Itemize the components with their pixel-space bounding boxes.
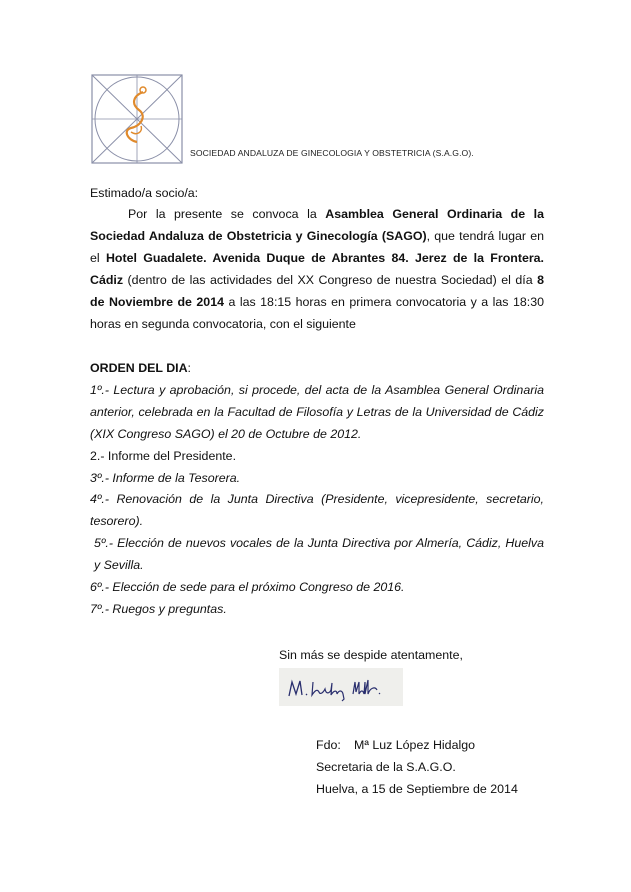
- sago-logo-icon: [91, 74, 183, 164]
- agenda-list: [90, 380, 544, 621]
- greeting: Estimado/a socio/a:: [90, 186, 199, 200]
- organization-name: SOCIEDAD ANDALUZA DE GINECOLOGIA Y OBSTETRICIA (S.A.G.O).: [190, 148, 474, 158]
- agenda: [90, 358, 544, 621]
- closing-line: Sin más se despide atentamente,: [279, 648, 463, 662]
- handwritten-signature: [279, 668, 403, 706]
- agenda-item: 6º.- Elección de sede para el próximo Congreso de 2016.: [90, 580, 405, 595]
- agenda-item: 5º.- Elección de nuevos vocales de la Junta Directiva por Almería, Cádiz, Huelva y Sevilla.: [94, 536, 544, 573]
- agenda-title: ORDEN DEL DIA:: [90, 361, 191, 375]
- place-date: Huelva, a 15 de Septiembre de 2014: [316, 781, 518, 796]
- agenda-item: 3º.- Informe de la Tesorera.: [90, 470, 241, 485]
- signer-role: Secretaria de la S.A.G.O.: [316, 759, 456, 774]
- agenda-item: 2.- Informe del Presidente.: [90, 448, 237, 463]
- agenda-item: 7º.- Ruegos y preguntas.: [90, 601, 227, 616]
- signer-block: [316, 735, 518, 801]
- signer-name-line: Fdo: Mª Luz López Hidalgo: [316, 738, 475, 752]
- intro-paragraph: Por la presente se convoca la Asamblea General Ordinaria de la Sociedad Andaluza de Obstetricia y Ginecología (SAGO), que tendrá lugar en el Hotel Guadalete. Avenida Duque de Abrantes 84. Jerez de la Frontera. Cádiz (dentro de las actividades del XX Congreso de nuestra Sociedad) el día 8 de Noviembre de 2014 a las 18:15 horas en primera convocatoria y a las 18:30 horas en segunda convocatoria, con el siguiente: [90, 207, 544, 331]
- agenda-item: 1º.- Lectura y aprobación, si procede, del acta de la Asamblea General Ordinaria anterior, celebrada en la Facultad de Filosofía y Letras de la Universidad de Cádiz (XIX Congreso SAGO) el 20 de Octubre de 2012.: [90, 382, 544, 441]
- agenda-item: 4º.- Renovación de la Junta Directiva (Presidente, vicepresidente, secretario, tesorero).: [90, 492, 544, 529]
